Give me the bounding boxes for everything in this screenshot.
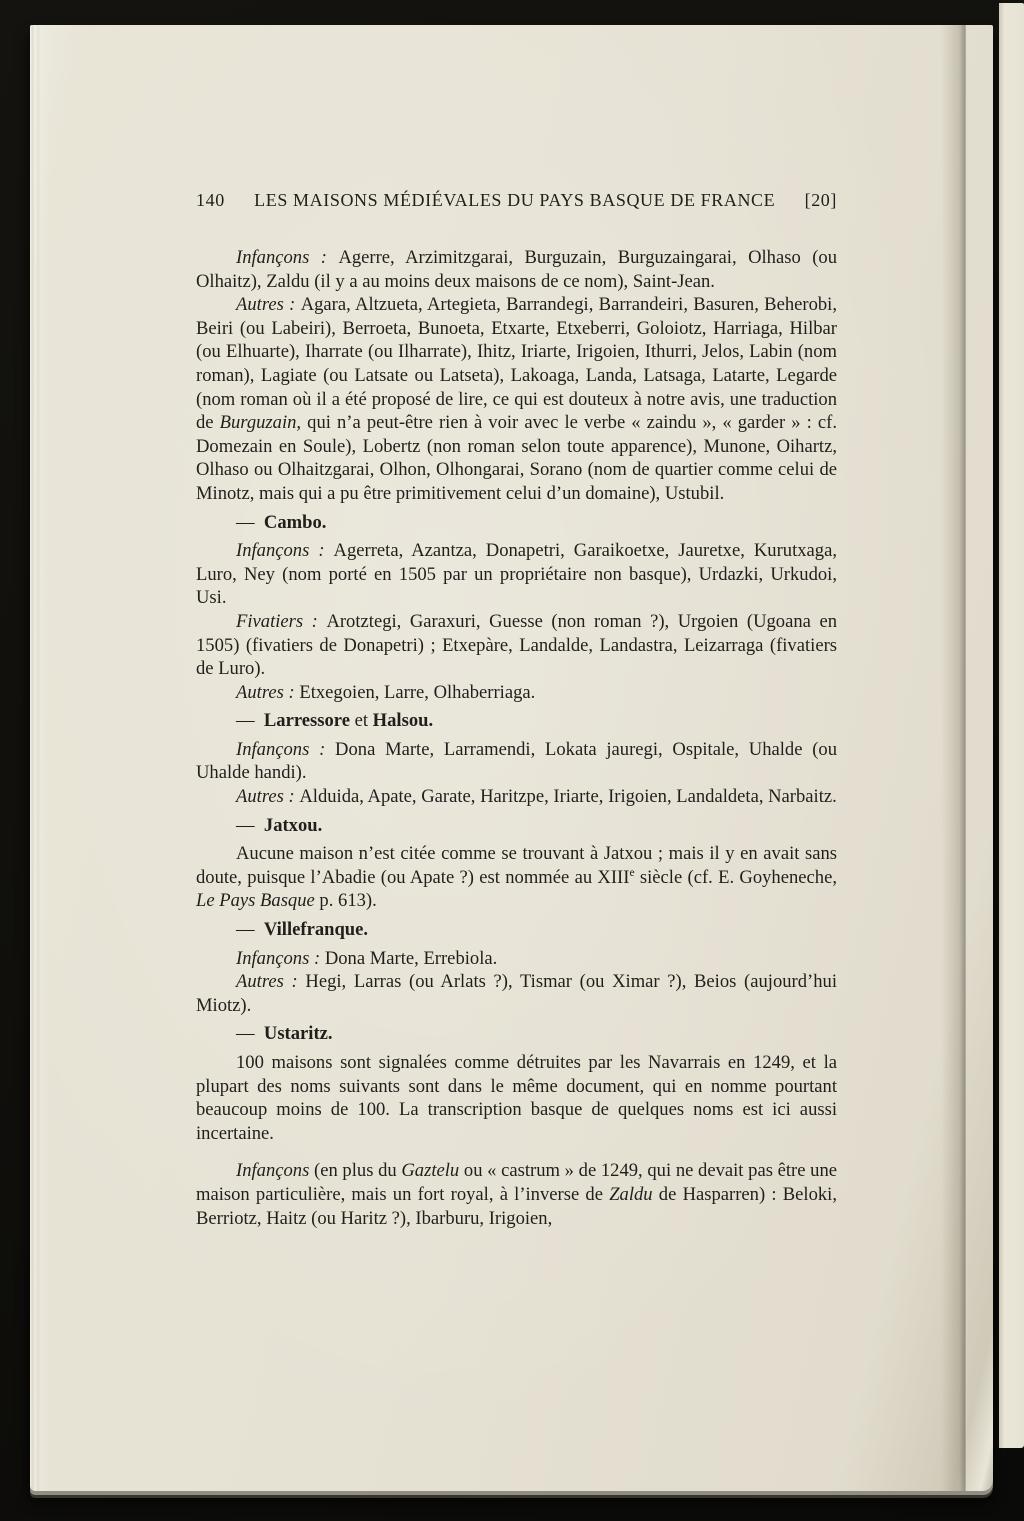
paragraph: [196, 610, 837, 681]
section-heading: [196, 511, 837, 535]
text-run: Dona Marte, Larramendi, Lokata jauregi, Ospitale, Uhalde (ou Uhalde handi).: [196, 738, 838, 784]
page-fold-shadow: [941, 25, 967, 1491]
text-run: Etxegoien, Larre, Olhaberriaga.: [299, 681, 536, 703]
text-run: Jatxou.: [263, 814, 323, 836]
text-run: Cambo.: [263, 511, 327, 533]
paragraph: [196, 246, 837, 293]
paragraph: [196, 539, 837, 610]
text-run: Infançons :: [236, 738, 336, 760]
text-run: Zaldu: [609, 1183, 653, 1205]
text-run: Le Pays Basque: [196, 890, 315, 912]
text-run: Agerre, Arzimitzgarai, Burguzain, Burguzaingarai, Olhaso (ou Olhaitz), Zaldu (il y a au moins deux maisons de ce nom), Saint-Jean.: [196, 247, 837, 292]
paragraph: [196, 738, 837, 785]
running-title: LES MAISONS MÉDIÉVALES DU PAYS BASQUE DE FRANCE: [254, 190, 776, 210]
text-run: Hegi, Larras (ou Arlats ?), Tismar (ou Ximar ?), Beios (aujourd’hui Miotz).: [196, 971, 837, 1016]
text-run: e: [629, 866, 635, 879]
text-run: Infançons :: [236, 540, 334, 562]
bracket-number: [20]: [804, 190, 837, 210]
text-run: Agerreta, Azantza, Donapetri, Garaikoetxe, Jauretxe, Kurutxaga, Luro, Ney (nom porté en 1505 par un propriétaire non basque), Urdazki, Urkudoi, Usi.: [196, 540, 837, 609]
text-run: Autres :: [236, 294, 301, 316]
section-heading: [196, 814, 837, 838]
text-run: Dona Marte, Errebiola.: [324, 947, 498, 969]
page-body: [196, 246, 837, 1230]
text-run: Arotztegi, Garaxuri, Guesse (non roman ?), Urgoien (Ugoana en 1505) (fivatiers de Donapetri) ; Etxepàre, Landalde, Landastra, Leizarraga (fivatiers de Luro).: [196, 610, 837, 680]
section-heading: [196, 918, 837, 942]
text-run: —: [236, 814, 264, 836]
paragraph: [196, 293, 837, 505]
page-header: [196, 188, 837, 212]
text-run: Larressore: [263, 710, 350, 732]
paragraph: [196, 947, 837, 971]
text-run: Fivatiers :: [236, 610, 327, 632]
text-run: Villefranque.: [263, 919, 369, 941]
text-run: Autres :: [236, 681, 300, 703]
text-run: et: [349, 710, 373, 732]
text-run: (en plus du: [314, 1160, 402, 1182]
paragraph: [196, 1159, 837, 1230]
page-edge-left: [30, 25, 50, 1491]
paragraph: [196, 842, 837, 913]
text-run: —: [236, 919, 264, 941]
paragraph: [196, 970, 837, 1017]
text-run: Aucune maison n’est citée comme se trouvant à Jatxou ; mais il y en avait sans doute, puisque l’Abadie (ou Apate ?) est nommée au XIII: [196, 843, 837, 888]
section-heading: [196, 1022, 837, 1046]
text-run: Ustaritz.: [263, 1023, 333, 1045]
text-run: Alduida, Apate, Garate, Haritzpe, Iriarte, Irigoien, Landaldeta, Narbaitz.: [299, 786, 837, 808]
text-run: qui n’a peut-être rien à voir avec le verbe « zaindu », « garder » : cf. Domezain en Soule), Lobertz (non roman selon toute apparence), Munone, Oihartz, Olhaso ou Olhaitzgarai, Olhon, Olhongarai, Sorano (nom de quartier comme celui de Minotz, mais qui a pu être primitivement celui d’un domaine), Ustubil.: [196, 412, 837, 504]
text-run: Autres :: [236, 786, 300, 808]
page-number: 140: [196, 190, 225, 210]
paragraph: [196, 681, 837, 705]
text-run: Burguzain,: [219, 412, 302, 434]
paragraph: [196, 785, 837, 809]
text-run: —: [236, 1023, 264, 1045]
next-page-edge: [999, 3, 1024, 1448]
text-run: p. 613).: [314, 890, 377, 912]
text-run: Infançons :: [236, 247, 339, 268]
section-heading: [196, 709, 837, 733]
text-run: 100 maisons sont signalées comme détruites par les Navarrais en 1249, et la plupart des noms suivants sont dans le même document, qui en nomme pourtant beaucoup moins de 100. La transcription basque de quelques noms est ici aussi incertaine.: [196, 1052, 837, 1144]
text-run: Infançons: [236, 1160, 315, 1182]
text-run: —: [236, 511, 264, 533]
text-run: siècle (cf. E. Goyheneche,: [634, 866, 837, 888]
text-run: ou « castrum » de 1249, qui ne devait pas être une maison particulière, mais un fort royal, à l’inverse de: [196, 1160, 837, 1205]
text-run: Gaztelu: [401, 1160, 460, 1182]
text-run: Halsou.: [372, 710, 434, 732]
book-page: [30, 25, 993, 1491]
text-run: Infançons :: [236, 947, 325, 969]
text-run: de Hasparren) : Beloki, Berriotz, Haitz (ou Haritz ?), Ibarburu, Irigoien,: [196, 1183, 837, 1229]
paragraph: [196, 1051, 837, 1145]
page-content: [196, 188, 837, 1230]
text-run: Agara, Altzueta, Artegieta, Barrandegi, Barrandeiri, Basuren, Beherobi, Beiri (ou Labeiri), Berroeta, Bunoeta, Etxarte, Etxeberri, Goloiotz, Harriaga, Hilbar (ou Elhuarte), Iharrate (ou Ilharrate), Ihitz, Iriarte, Irigoien, Ithurri, Jelos, Labin (nom roman), Lagiate (ou Latsate ou Latseta), Lakoaga, Landa, Latsaga, Latarte, Legarde (nom roman où il a été proposé de lire, ce qui est douteux à notre avis, une traduction de: [196, 294, 837, 434]
text-run: Autres :: [236, 971, 306, 993]
text-run: —: [236, 710, 264, 732]
